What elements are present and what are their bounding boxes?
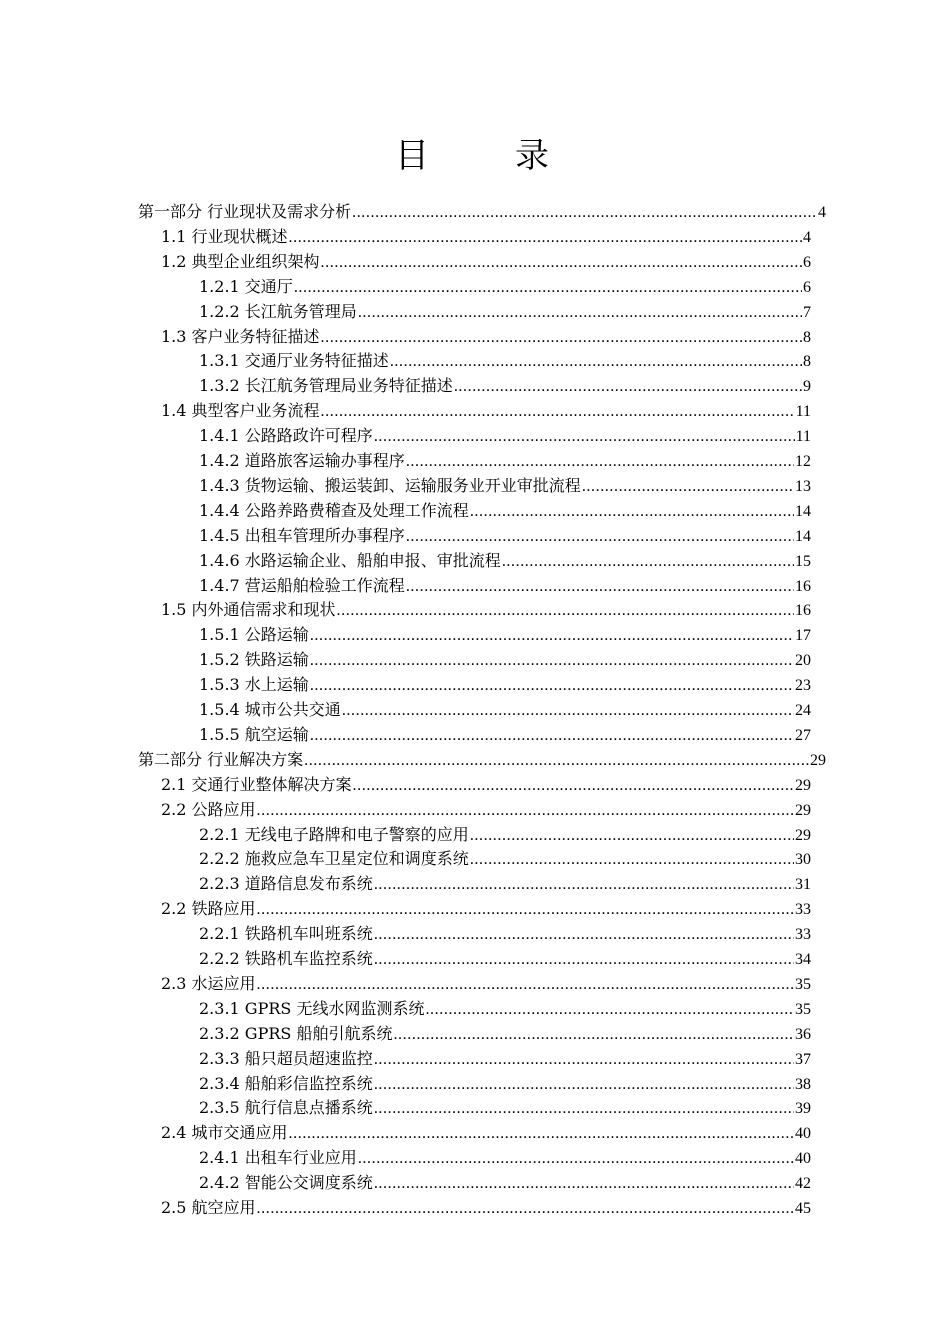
toc-page-number: 29 xyxy=(795,826,811,844)
toc-entry[interactable] xyxy=(138,199,826,224)
toc-entry[interactable] xyxy=(199,622,811,647)
toc-page-number: 40 xyxy=(795,1125,811,1143)
toc-page-number: 27 xyxy=(795,726,811,744)
toc-entry[interactable] xyxy=(138,747,826,772)
toc-entry[interactable] xyxy=(161,896,811,921)
toc-entry-label: 1.2.2 长江航务管理局 xyxy=(199,301,357,321)
toc-page-number: 16 xyxy=(795,577,811,595)
toc-page-number: 31 xyxy=(795,876,811,894)
toc-dot-leader xyxy=(358,1146,794,1171)
toc-dot-leader xyxy=(374,947,794,972)
toc-page-number: 12 xyxy=(795,453,811,470)
toc-dot-leader xyxy=(310,623,794,648)
toc-page-number: 11 xyxy=(795,403,811,421)
toc-dot-leader xyxy=(257,1196,794,1221)
toc-entry[interactable] xyxy=(161,324,811,349)
toc-dot-leader xyxy=(310,648,794,673)
toc-dot-leader xyxy=(310,723,794,748)
toc-dot-leader xyxy=(310,673,794,698)
toc-page-number: 40 xyxy=(795,1150,811,1168)
toc-entry[interactable] xyxy=(199,647,811,672)
toc-entry[interactable] xyxy=(199,1071,811,1096)
toc-entry[interactable] xyxy=(199,996,811,1021)
toc-entry-label: 1.5.3 水上运输 xyxy=(199,675,309,695)
toc-entry-label: 1.2.1 交通厅 xyxy=(199,276,293,296)
toc-dot-leader xyxy=(406,449,794,474)
toc-entry[interactable] xyxy=(199,1046,811,1071)
toc-dot-leader xyxy=(393,1022,794,1047)
toc-entry-label: 2.2 公路应用 xyxy=(161,799,256,819)
toc-page-number: 6 xyxy=(803,253,811,271)
toc-entry-label: 1.4.5 出租车管理所办事程序 xyxy=(199,525,405,545)
toc-entry-label: 1.4.1 公路路政许可程序 xyxy=(199,426,373,446)
toc-dot-leader xyxy=(502,549,794,574)
toc-page-number: 24 xyxy=(795,702,811,719)
toc-entry-label: 1.4.7 营运船舶检验工作流程 xyxy=(199,575,405,595)
toc-entry[interactable] xyxy=(199,299,811,324)
toc-dot-leader xyxy=(342,698,794,723)
toc-entry[interactable] xyxy=(161,1120,811,1145)
toc-entry[interactable] xyxy=(199,1021,811,1046)
toc-page-number: 17 xyxy=(795,627,811,645)
toc-dot-leader xyxy=(406,524,794,549)
toc-entry[interactable] xyxy=(199,573,811,598)
toc-entry[interactable] xyxy=(199,722,811,747)
toc-dot-leader xyxy=(257,798,794,823)
toc-dot-leader xyxy=(353,773,794,798)
toc-entry[interactable] xyxy=(199,672,811,697)
toc-entry[interactable] xyxy=(161,249,811,274)
toc-page-number: 35 xyxy=(795,975,811,993)
toc-entry-label: 1.3 客户业务特征描述 xyxy=(161,326,320,346)
toc-dot-leader xyxy=(304,748,809,773)
toc-page-number: 8 xyxy=(803,328,811,346)
toc-page-number: 29 xyxy=(810,751,826,769)
toc-page-number: 9 xyxy=(803,378,811,396)
toc-entry[interactable] xyxy=(199,498,811,523)
toc-dot-leader xyxy=(257,972,794,997)
toc-entry[interactable] xyxy=(161,772,811,797)
toc-entry[interactable] xyxy=(199,921,811,946)
toc-page-number: 13 xyxy=(795,477,811,495)
toc-page-number: 29 xyxy=(795,776,811,794)
toc-page-number: 30 xyxy=(795,851,811,869)
toc-entry-label: 1.3.1 交通厅业务特征描述 xyxy=(199,351,389,371)
toc-entry-label: 2.2 铁路应用 xyxy=(161,899,256,919)
toc-entry-label: 1.5.2 铁路运输 xyxy=(199,650,309,670)
toc-entry-label: 2.3.5 航行信息点播系统 xyxy=(199,1098,373,1118)
toc-page-number: 4 xyxy=(803,228,811,246)
toc-page-number: 7 xyxy=(803,303,811,321)
toc-dot-leader xyxy=(321,399,795,424)
toc-entry-label: 第二部分 行业解决方案 xyxy=(138,749,304,769)
toc-dot-leader xyxy=(358,300,802,325)
toc-dot-leader xyxy=(470,847,794,872)
toc-entry[interactable] xyxy=(199,473,811,498)
toc-page-number: 29 xyxy=(795,801,811,819)
toc-entry-label: 2.4.1 出租车行业应用 xyxy=(199,1148,357,1168)
toc-dot-leader xyxy=(470,499,794,524)
toc-entry[interactable] xyxy=(199,1170,811,1195)
toc-entry[interactable] xyxy=(199,1145,811,1170)
toc-entry[interactable] xyxy=(161,797,811,822)
toc-entry[interactable] xyxy=(199,448,811,473)
toc-entry[interactable] xyxy=(199,548,811,573)
toc-entry[interactable] xyxy=(199,846,811,871)
toc-dot-leader xyxy=(582,474,794,499)
toc-page-number: 11 xyxy=(795,428,811,446)
toc-page-number: 36 xyxy=(795,1025,811,1043)
toc-entry[interactable] xyxy=(199,871,811,896)
toc-entry[interactable] xyxy=(199,1095,811,1120)
toc-entry-label: 1.3.2 长江航务管理局业务特征描述 xyxy=(199,376,453,396)
toc-dot-leader xyxy=(470,823,794,848)
toc-dot-leader xyxy=(294,275,802,300)
toc-entry-label: 2.3.3 船只超员超速监控 xyxy=(199,1048,373,1068)
toc-dot-leader xyxy=(289,225,802,250)
toc-page-number: 42 xyxy=(795,1175,811,1193)
toc-entry-label: 1.4.4 公路养路费稽查及处理工作流程 xyxy=(199,500,469,520)
toc-entry-label: 1.5.4 城市公共交通 xyxy=(199,700,341,719)
toc-dot-leader xyxy=(390,349,802,374)
toc-entry-label: 1.4.2 道路旅客运输办事程序 xyxy=(199,451,405,470)
toc-dot-leader xyxy=(352,200,817,225)
toc-dot-leader xyxy=(374,424,795,449)
toc-entry[interactable] xyxy=(199,423,811,448)
toc-entry[interactable] xyxy=(199,348,811,373)
toc-entry-label: 2.2.2 铁路机车监控系统 xyxy=(199,949,373,968)
toc-dot-leader xyxy=(454,374,802,399)
toc-page-number: 37 xyxy=(795,1050,811,1068)
toc-entry-label: 1.4 典型客户业务流程 xyxy=(161,401,320,421)
toc-page-number: 23 xyxy=(795,677,811,695)
toc-entry-label: 2.4 城市交通应用 xyxy=(161,1123,288,1143)
toc-entry-label: 1.2 典型企业组织架构 xyxy=(161,251,320,271)
toc-page-number: 20 xyxy=(795,652,811,670)
toc-dot-leader xyxy=(257,897,794,922)
toc-entry-label: 1.1 行业现状概述 xyxy=(161,226,288,246)
toc-entry[interactable] xyxy=(161,398,811,423)
toc-dot-leader xyxy=(337,598,794,623)
toc-page-number: 34 xyxy=(795,951,811,968)
toc-page-number: 45 xyxy=(795,1200,811,1217)
toc-dot-leader xyxy=(374,1047,794,1072)
toc-entry-label: 2.3.1 GPRS 无线水网监测系统 xyxy=(199,998,425,1018)
toc-dot-leader xyxy=(374,1072,794,1097)
toc-entry[interactable] xyxy=(199,697,811,722)
toc-page-number: 33 xyxy=(795,926,811,944)
toc-dot-leader xyxy=(374,1096,794,1121)
toc-entry[interactable] xyxy=(161,971,811,996)
toc-entry-label: 1.5 内外通信需求和现状 xyxy=(161,600,336,620)
toc-entry-label: 2.3 水运应用 xyxy=(161,973,256,993)
toc-entry[interactable] xyxy=(199,373,811,398)
toc-entry-label: 1.4.6 水路运输企业、船舶申报、审批流程 xyxy=(199,550,501,570)
toc-dot-leader xyxy=(321,250,802,275)
toc-entry[interactable] xyxy=(199,274,811,299)
toc-entry-label: 1.5.5 航空运输 xyxy=(199,724,309,744)
toc-page-number: 4 xyxy=(818,204,826,221)
toc-entry-label: 2.2.2 施救应急车卫星定位和调度系统 xyxy=(199,849,469,869)
toc-page-number: 39 xyxy=(795,1100,811,1118)
toc-page-number: 14 xyxy=(795,527,811,545)
toc-page-number: 6 xyxy=(803,278,811,296)
toc-page-number: 14 xyxy=(795,502,811,520)
toc-page-number: 16 xyxy=(795,602,811,620)
toc-title: 目 录 xyxy=(395,136,575,176)
toc-dot-leader xyxy=(425,997,794,1022)
toc-entry-label: 2.2.1 无线电子路牌和电子警察的应用 xyxy=(199,824,469,844)
toc-entry-label: 2.3.2 GPRS 船舶引航系统 xyxy=(199,1023,393,1043)
toc-entry[interactable] xyxy=(161,597,811,622)
toc-dot-leader xyxy=(289,1121,794,1146)
toc-entry-label: 2.1 交通行业整体解决方案 xyxy=(161,774,352,794)
toc-entry[interactable] xyxy=(199,523,811,548)
toc-entry[interactable] xyxy=(199,946,811,971)
toc-entry-label: 2.4.2 智能公交调度系统 xyxy=(199,1173,373,1193)
toc-page-number: 33 xyxy=(795,901,811,919)
toc-dot-leader xyxy=(406,574,794,599)
toc-page-number: 8 xyxy=(803,353,811,371)
toc-entry[interactable] xyxy=(161,1195,811,1220)
toc-entry[interactable] xyxy=(199,822,811,847)
toc-entry-label: 1.5.1 公路运输 xyxy=(199,625,309,645)
toc-entry-label: 2.2.3 道路信息发布系统 xyxy=(199,874,373,894)
toc-page-number: 38 xyxy=(795,1075,811,1093)
toc-entry-label: 2.5 航空应用 xyxy=(161,1198,256,1217)
toc-page-number: 15 xyxy=(795,552,811,570)
toc-dot-leader xyxy=(374,1171,794,1196)
toc-entry-label: 1.4.3 货物运输、搬运装卸、运输服务业开业审批流程 xyxy=(199,475,581,495)
toc-entry[interactable] xyxy=(161,224,811,249)
toc-entry-label: 2.2.1 铁路机车叫班系统 xyxy=(199,924,373,944)
toc-entry-label: 2.3.4 船舶彩信监控系统 xyxy=(199,1073,373,1093)
toc-dot-leader xyxy=(374,922,794,947)
toc-entry-label: 第一部分 行业现状及需求分析 xyxy=(138,202,352,221)
toc-dot-leader xyxy=(374,872,794,897)
toc-dot-leader xyxy=(321,325,802,350)
toc-page-number: 35 xyxy=(795,1000,811,1018)
